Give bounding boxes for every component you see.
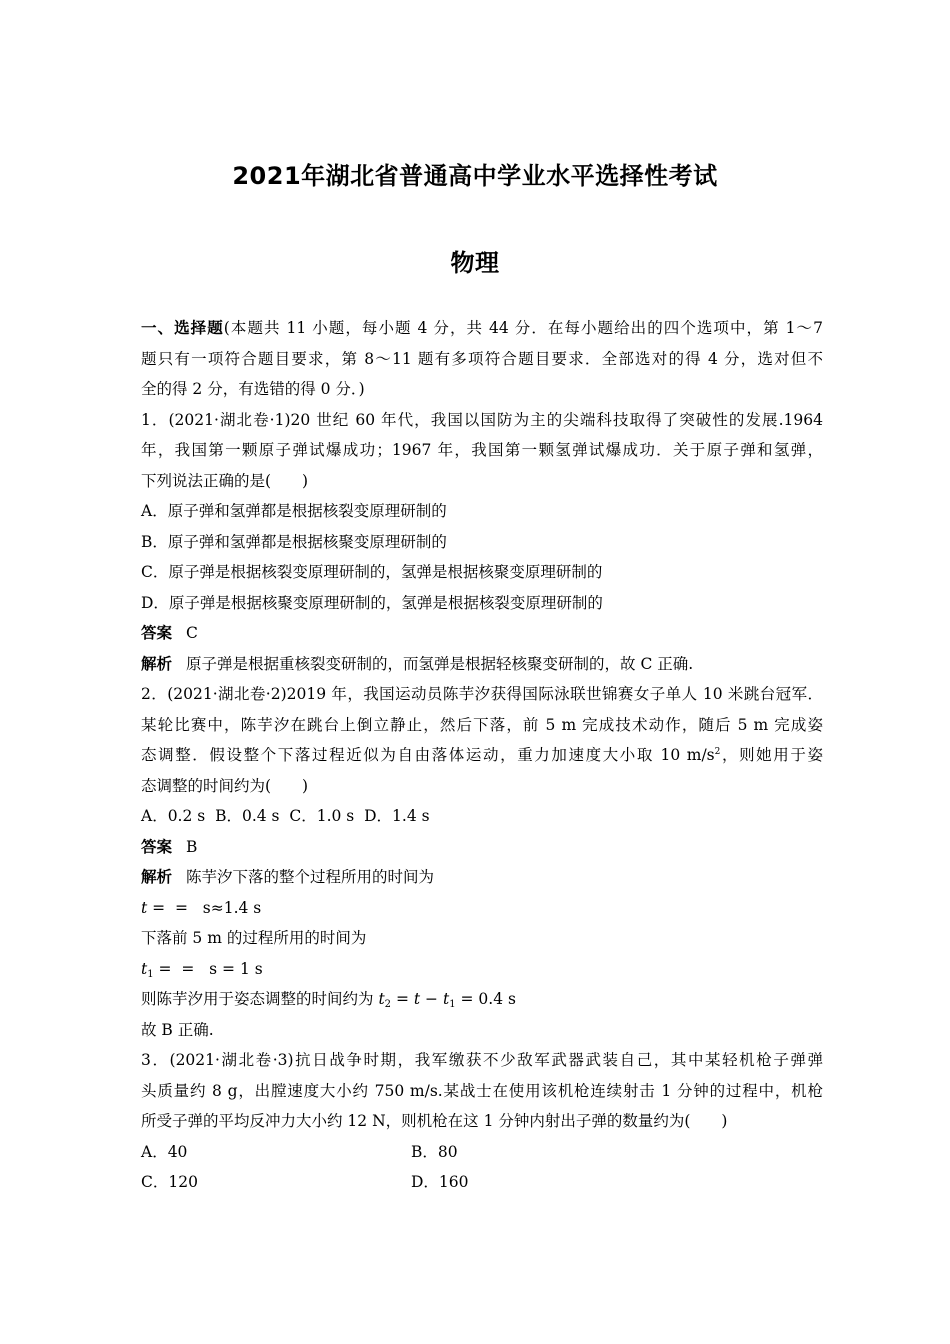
q2-answer-value: B <box>186 837 198 856</box>
q1-stem-line-3: 下列说法正确的是( ) <box>141 471 309 490</box>
exam-content <box>141 313 823 1198</box>
q2-stem-line-2: 某轮比赛中，陈芋汐在跳台上倒立静止，然后下落，前 5 m 完成技术动作，随后 5 m 完成姿 <box>141 715 823 734</box>
analysis-label: 解析 <box>141 868 173 886</box>
q1-option-c: C．原子弹是根据核裂变原理研制的，氢弹是根据核聚变原理研制的 <box>141 563 603 581</box>
q2-analysis <box>141 862 823 893</box>
q1-option-a: A．原子弹和氢弹都是根据核裂变原理研制的 <box>141 502 447 520</box>
q2-analysis-text: 陈芋汐下落的整个过程所用的时间为 <box>186 868 435 886</box>
q2-step-2: 下落前 5 m 的过程所用的时间为 <box>141 929 367 947</box>
q1-answer <box>141 618 823 649</box>
q1-stem-line-1: 1．(2021·湖北卷·1)20 世纪 60 年代，我国以国防为主的尖端科技取得了突破性的发展.1964 <box>141 410 823 429</box>
q1-option-b: B．原子弹和氢弹都是根据核聚变原理研制的 <box>141 532 447 551</box>
q3-options-row-1 <box>141 1137 823 1168</box>
exam-title: 2021年湖北省普通高中学业水平选择性考试 <box>232 162 718 190</box>
q3-option-d: D．160 <box>411 1173 469 1191</box>
q3-stem-line-1: 3．(2021·湖北卷·3)抗日战争时期，我军缴获不少敌军武器武装自己，其中某轻机枪子弹弹 <box>141 1051 823 1069</box>
section-heading: 一、选择题 <box>141 319 224 337</box>
section-intro-line-1: 一、选择题(本题共 11 小题，每小题 4 分，共 44 分．在每小题给出的四个选项中，第 1～7 <box>141 319 823 337</box>
q3-option-a: A．40 <box>141 1142 188 1161</box>
q3-stem-line-3: 所受子弹的平均反冲力大小约 12 N，则机枪在这 1 分钟内射出子弹的数量约为( ) <box>141 1112 728 1130</box>
q2-options: A．0.2 s B．0.4 s C．1.0 s D．1.4 s <box>141 807 430 825</box>
answer-label: 答案 <box>141 624 173 642</box>
q2-equation-3: 则陈芋汐用于姿态调整的时间约为 $t_2 = t - t_1 = 0.4$ s <box>141 990 516 1010</box>
answer-label: 答案 <box>141 837 173 856</box>
q3-option-b: B．80 <box>411 1142 458 1161</box>
q2-stem-line-1: 2．(2021·湖北卷·2)2019 年，我国运动员陈芋汐获得国际泳联世锦赛女子单人 10 米跳台冠军． <box>141 685 823 703</box>
q2-stem-line-4: 态调整的时间约为( ) <box>141 776 309 795</box>
q2-conclusion: 故 B 正确. <box>141 1020 214 1039</box>
subject-title: 物理 <box>450 249 500 277</box>
section-intro-line-3: 全的得 2 分，有选错的得 0 分．) <box>141 380 365 398</box>
section-intro-line-2: 题只有一项符合题目要求，第 8～11 题有多项符合题目要求．全部选对的得 4 分，选对但不 <box>141 349 823 368</box>
q3-stem-line-2: 头质量约 8 g，出膛速度大小约 750 m/s.某战士在使用该机枪连续射击 1 分钟的过程中，机枪 <box>141 1081 823 1100</box>
q3-options-row-2 <box>141 1167 823 1198</box>
q2-equation-1: t = = s≈1.4 s <box>141 898 262 917</box>
q1-analysis <box>141 649 823 680</box>
analysis-label: 解析 <box>141 654 173 673</box>
q1-option-d: D．原子弹是根据核聚变原理研制的，氢弹是根据核裂变原理研制的 <box>141 593 603 612</box>
q2-answer <box>141 832 823 863</box>
q1-analysis-text: 原子弹是根据重核裂变研制的，而氢弹是根据轻核聚变研制的，故 C 正确. <box>186 654 694 673</box>
q1-stem-line-2: 年，我国第一颗原子弹试爆成功；1967 年，我国第一颗氢弹试爆成功．关于原子弹和氢弹， <box>141 441 823 459</box>
q3-option-c: C．120 <box>141 1173 198 1191</box>
q2-stem-line-3: 态调整．假设整个下落过程近似为自由落体运动，重力加速度大小取 10 $m/s^2$，则她用于姿 <box>141 746 823 764</box>
q1-answer-value: C <box>186 624 198 642</box>
q2-equation-2: $t_1$ = = s = 1 s <box>141 959 263 980</box>
